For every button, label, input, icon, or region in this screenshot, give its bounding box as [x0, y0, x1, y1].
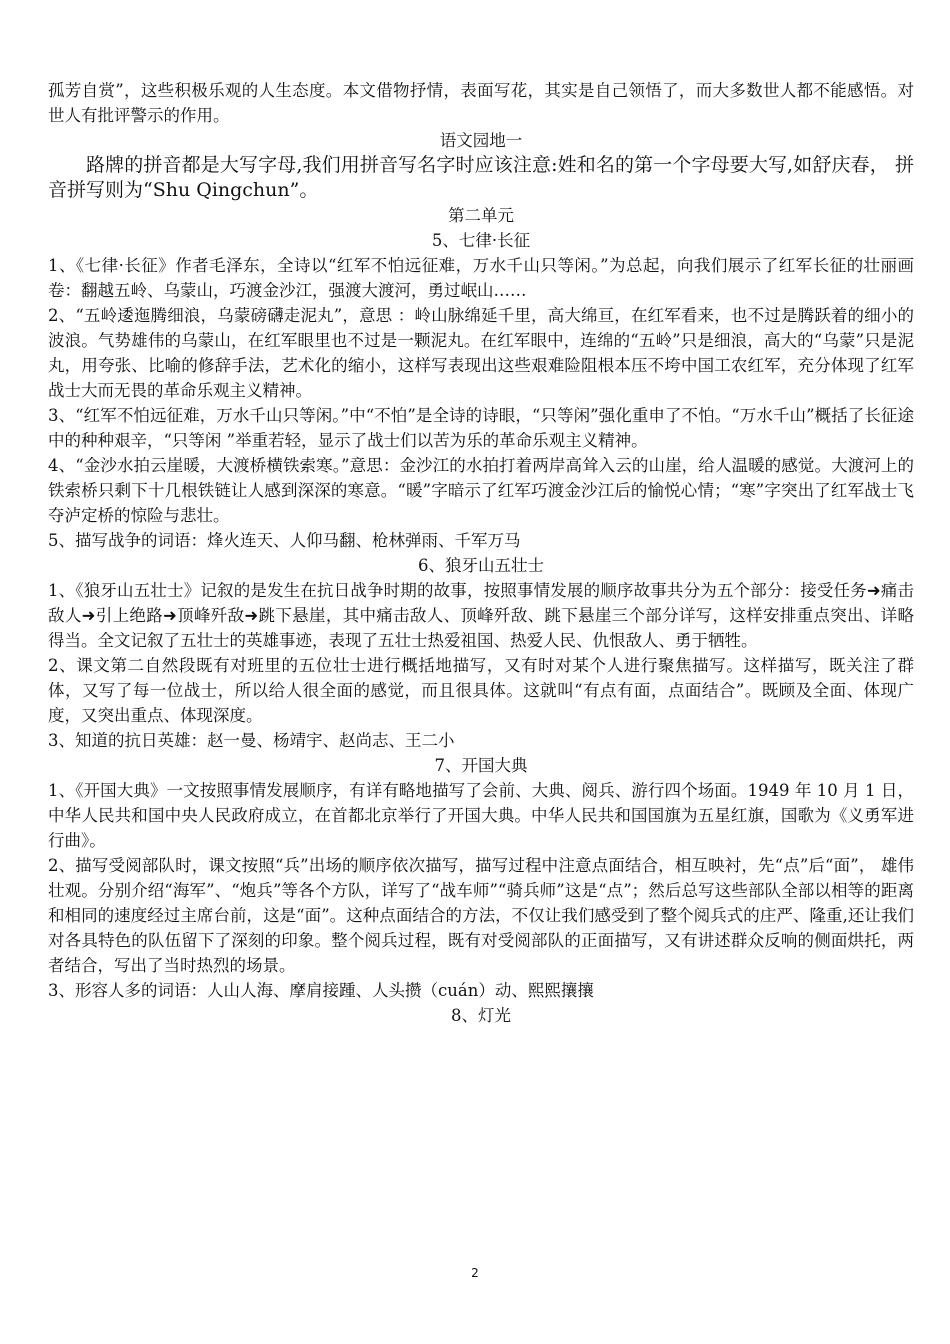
page-number: 2 [471, 1266, 479, 1280]
paragraph-7-2: 2、描写受阅部队时，课文按照“兵”出场的顺序依次描写，描写过程中注意点面结合，相互映衬，先“点”后“面”， 雄伟壮观。分别介绍“海军”、“炮兵”等各个方队，详写了“战车师”“骑兵师”这是“点”；然后总写这些部队全部以相等的距离和相同的速度经过主席台前，这是“面”。这种点面结合的方法，不仅让我们感受到了整个阅兵式的庄严、隆重,还让我们对各具特色的队伍留下了深刻的印象。整个阅兵过程，既有对受阅部队的正面描写，又有讲述群众反响的侧面烘托，两者结合，写出了当时热烈的场景。 [48, 856, 914, 975]
paragraph-5-1: 1、《七律·长征》作者毛泽东，全诗以“红军不怕远征难，万水千山只等闲。”为总起，向我们展示了红军长征的壮丽画卷：翻越五岭、乌蒙山，巧渡金沙江，强渡大渡河，勇过岷山…… [48, 256, 914, 300]
lesson-heading-8: 8、灯光 [451, 1006, 511, 1025]
paragraph-5-5: 5、描写战争的词语：烽火连天、人仰马翻、枪林弹雨、千军万马 [48, 531, 521, 550]
section-heading-yuwen-yuandi-1: 语文园地一 [439, 131, 523, 150]
paragraph-7-1: 1、《开国大典》一文按照事情发展顺序，有详有略地描写了会前、大典、阅兵、游行四个场面。1949 年 10 月 1 日，中华人民共和国中央人民政府成立，在首都北京举行了开国大典。中华人民共和国国旗为五星红旗，国歌为《义勇军进行曲》。 [48, 781, 914, 850]
lesson-heading-6: 6、狼牙山五壮士 [418, 556, 544, 575]
lesson-heading-7: 7、开国大典 [434, 756, 528, 775]
unit-heading-2: 第二单元 [448, 206, 514, 225]
paragraph-5-3: 3、“红军不怕远征难，万水千山只等闲。”中“不怕”是全诗的诗眼，“只等闲”强化重申了不怕。“万水千山”概括了长征途中的种种艰辛，“只等闲 ”举重若轻，显示了战士们以苦为乐的革命乐观主义精神。 [48, 406, 914, 450]
paragraph-6-1: 1、《狼牙山五壮士》记叙的是发生在抗日战争时期的故事，按照事情发展的顺序故事共分为五个部分：接受任务➜痛击敌人➜引上绝路➜顶峰歼敌➜跳下悬崖，其中痛击敌人、顶峰歼敌、跳下悬崖三个部分详写，这样安排重点突出、详略得当。全文记叙了五壮士的英雄事迹，表现了五壮士热爱祖国、热爱人民、仇恨敌人、勇于牺牲。 [48, 581, 914, 650]
paragraph-6-3: 3、知道的抗日英雄：赵一曼、杨靖宇、赵尚志、王二小 [48, 731, 455, 750]
paragraph-intro-continued: 孤芳自赏”，这些积极乐观的人生态度。本文借物抒情，表面写花，其实是自己领悟了，而大多数世人都不能感悟。对世人有批评警示的作用。 [48, 81, 914, 125]
paragraph-5-2: 2、“五岭逶迤腾细浪，乌蒙磅礴走泥丸”，意思 ：岭山脉绵延千里，高大绵亘，在红军看来，也不过是腾跃着的细小的波浪。气势雄伟的乌蒙山，在红军眼里也不过是一颗泥丸。在红军眼中，连绵的“五岭”只是细浪，高大的“乌蒙”只是泥丸，用夸张、比喻的修辞手法，艺术化的缩小，这样写表现出这些艰难险阻根本压不垮中国工农红军，充分体现了红军战士大而无畏的革命乐观主义精神。 [48, 306, 914, 400]
lesson-heading-5: 5、七律·长征 [431, 231, 531, 250]
paragraph-6-2: 2、课文第二自然段既有对班里的五位壮士进行概括地描写，又有时对某个人进行聚焦描写。这样描写，既关注了群体，又写了每一位战士，所以给人很全面的感觉，而且很具体。这就叫“有点有面，点面结合”。既顾及全面、体现广度，又突出重点、体现深度。 [48, 656, 914, 725]
paragraph-pinyin-note: 路牌的拼音都是大写字母,我们用拼音写名字时应该注意:姓和名的第一个字母要大写,如舒庆春， 拼音拼写则为“Shu Qingchun”。 [48, 154, 914, 201]
paragraph-5-4: 4、“金沙水拍云崖暖，大渡桥横铁索寒。”意思：金沙江的水拍打着两岸高耸入云的山崖，给人温暖的感觉。大渡河上的铁索桥只剩下十几根铁链让人感到深深的寒意。“暖”字暗示了红军巧渡金沙江后的愉悦心情；“寒”字突出了红军战士飞夺泸定桥的惊险与悲壮。 [48, 456, 914, 525]
document-page [48, 78, 914, 1028]
paragraph-7-3: 3、形容人多的词语：人山人海、摩肩接踵、人头攒（cuán）动、熙熙攘攘 [48, 981, 594, 1000]
